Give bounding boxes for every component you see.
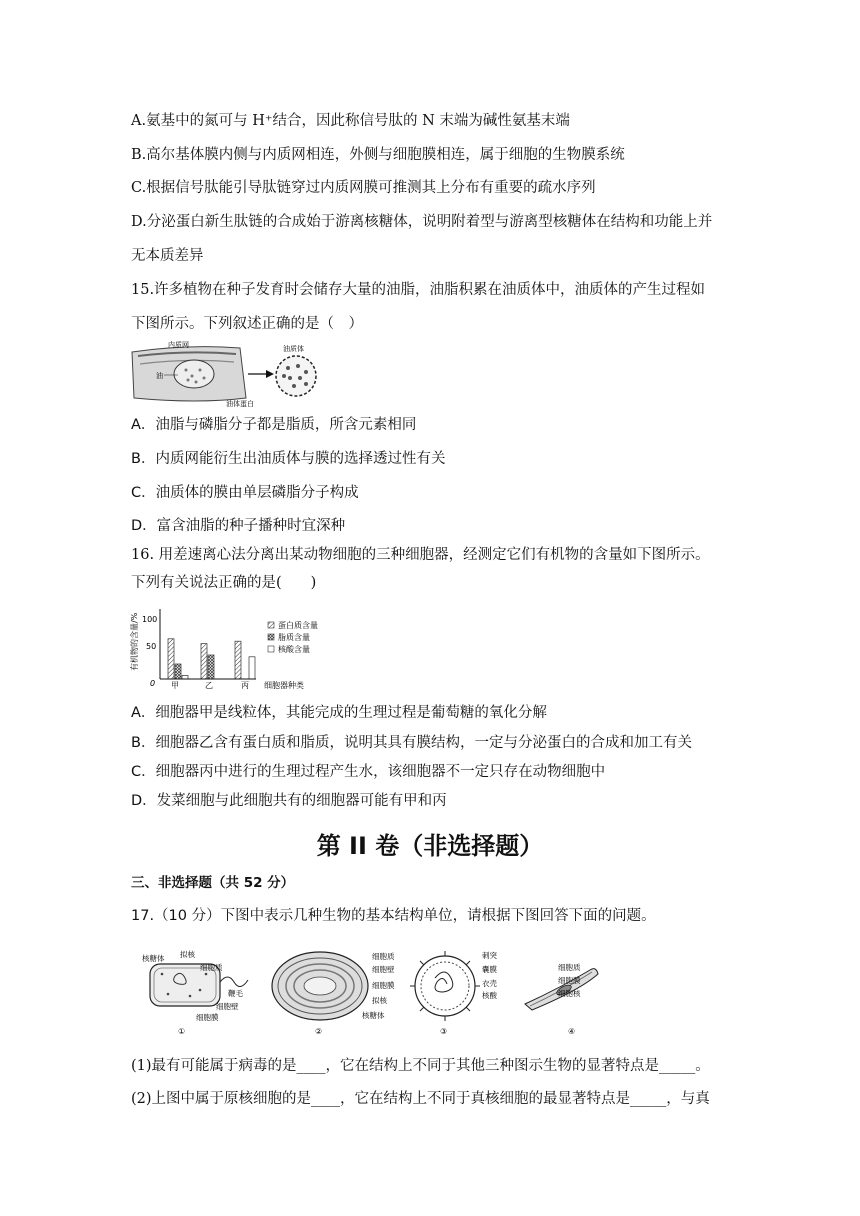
fig1-label-ribosome: 核糖体 xyxy=(142,954,165,963)
bar-protein-0 xyxy=(168,639,174,679)
oil-body-figure xyxy=(128,338,328,408)
q15-option-a: A．油脂与磷脂分子都是脂质，所含元素相同 xyxy=(131,417,417,433)
fig4-label-membrane: 细胞膜 xyxy=(558,976,581,985)
fig2-label-nucleoid: 拟核 xyxy=(372,996,387,1005)
bar-lipid-0 xyxy=(175,664,181,679)
q14-option-c: C.根据信号肽能引导肽链穿过内质网膜可推测其上分布有重要的疏水序列 xyxy=(131,180,596,196)
q17-stem: 17.（10 分）下图中表示几种生物的基本结构单位，请根据下图回答下面的问题。 xyxy=(131,908,656,924)
fig1-label-membrane: 细胞膜 xyxy=(196,1013,219,1022)
fig2-label-wall: 细胞壁 xyxy=(372,965,395,974)
q15-stem-line1: 15.许多植物在种子发育时会储存大量的油脂，油脂积累在油质体中，油质体的产生过程如 xyxy=(131,282,706,298)
fig1-bacterium xyxy=(142,949,248,1036)
q16-stem-line1: 16. 用差速离心法分离出某动物细胞的三种细胞器，经测定它们有机物的含量如下图所示。 xyxy=(131,547,710,563)
fig3-virus xyxy=(410,950,497,1036)
fig4-number: ④ xyxy=(568,1027,576,1036)
fig3-label-capsid: 衣壳 xyxy=(482,979,497,988)
chart-legend xyxy=(268,620,318,654)
fig2-cell xyxy=(272,951,395,1036)
label-er: 内质网 xyxy=(168,341,189,349)
fig3-number: ③ xyxy=(440,1027,448,1036)
label-oil-body: 油质体 xyxy=(283,345,304,353)
x-tick-bing: 丙 xyxy=(241,681,249,690)
label-oleosin: 油体蛋白 xyxy=(226,400,254,408)
q15-stem-line2: 下图所示。下列叙述正确的是（ ） xyxy=(131,316,363,332)
x-tick-jia: 甲 xyxy=(171,681,179,690)
fig1-number: ① xyxy=(178,1027,186,1036)
q14-option-d-line1: D.分泌蛋白新生肽链的合成始于游离核糖体，说明附着型与游离型核糖体在结构和功能上并 xyxy=(131,214,713,230)
fig4-cell xyxy=(525,962,598,1036)
q15-option-d: D．富含油脂的种子播种时宜深种 xyxy=(131,518,346,534)
fig3-label-spike: 刺突 xyxy=(482,951,497,960)
x-axis-label: 细胞器种类 xyxy=(264,681,304,690)
q16-option-d: D．发菜细胞与此细胞共有的细胞器可能有甲和丙 xyxy=(131,793,447,809)
q16-option-b: B．细胞器乙含有蛋白质和脂质，说明其具有膜结构，一定与分泌蛋白的合成和加工有关 xyxy=(131,735,692,751)
q14-option-d-line2: 无本质差异 xyxy=(131,248,204,264)
y-tick-50: 50 xyxy=(146,642,157,651)
bar-nucleic-2 xyxy=(249,657,255,679)
q16-option-c: C．细胞器丙中进行的生理过程产生水，该细胞器不一定只存在动物细胞中 xyxy=(131,764,606,780)
y-tick-0: 0 xyxy=(150,679,156,688)
q16-stem-line2: 下列有关说法正确的是( ) xyxy=(131,575,317,591)
fig3-label-envelope: 囊膜 xyxy=(482,965,497,974)
fig2-label-ribosome: 核糖体 xyxy=(362,1011,385,1020)
x-tick-yi: 乙 xyxy=(205,681,213,690)
fig1-label-wall: 细胞壁 xyxy=(216,1002,239,1011)
fig4-label-cytoplasm: 细胞质 xyxy=(558,963,581,972)
section-title: 第 II 卷（非选择题） xyxy=(316,832,544,860)
bar-nucleic-0 xyxy=(182,675,188,679)
fig2-label-membrane: 细胞膜 xyxy=(372,981,395,990)
organelle-content-chart xyxy=(128,603,358,693)
fig1-label-flagellum: 鞭毛 xyxy=(228,989,243,998)
fig1-label-nucleoid: 拟核 xyxy=(180,950,195,959)
q17-figure xyxy=(140,944,610,1044)
legend-lipid: 脂质含量 xyxy=(278,633,310,642)
label-oil: 油 xyxy=(156,372,163,380)
q14-option-b: B.高尔基体膜内侧与内质网相连，外侧与细胞膜相连，属于细胞的生物膜系统 xyxy=(131,147,625,163)
legend-protein: 蛋白质含量 xyxy=(278,621,318,630)
y-tick-100: 100 xyxy=(142,615,158,624)
bar-protein-1 xyxy=(201,644,207,679)
fig1-label-cytoplasm: 细胞质 xyxy=(200,963,223,972)
fig4-label-nucleus: 细胞核 xyxy=(558,989,581,998)
y-axis-label: 有机物的含量/% xyxy=(130,612,139,671)
q17-question-1: (1)最有可能属于病毒的是____，它在结构上不同于其他三种图示生物的显著特点是_____。 xyxy=(131,1058,710,1074)
section-heading: 三、非选择题（共 52 分） xyxy=(131,875,295,891)
fig2-label-cytoplasm: 细胞质 xyxy=(372,952,395,961)
q14-option-a: A.氨基中的氮可与 H⁺结合，因此称信号肽的 N 末端为碱性氨基末端 xyxy=(131,113,570,129)
legend-nucleic: 核酸含量 xyxy=(278,645,310,654)
q17-question-2: (2)上图中属于原核细胞的是____，它在结构上不同于真核细胞的最显著特点是_____，与真 xyxy=(131,1091,710,1107)
fig2-number: ② xyxy=(315,1027,323,1036)
q15-option-b: B．内质网能衍生出油质体与膜的选择透过性有关 xyxy=(131,451,446,467)
fig3-label-nucleic: 核酸 xyxy=(482,991,497,1000)
q15-option-c: C．油质体的膜由单层磷脂分子构成 xyxy=(131,485,359,501)
bar-protein-2 xyxy=(235,641,241,679)
q16-option-a: A．细胞器甲是线粒体，其能完成的生理过程是葡萄糖的氧化分解 xyxy=(131,705,547,721)
bar-lipid-1 xyxy=(208,655,214,679)
